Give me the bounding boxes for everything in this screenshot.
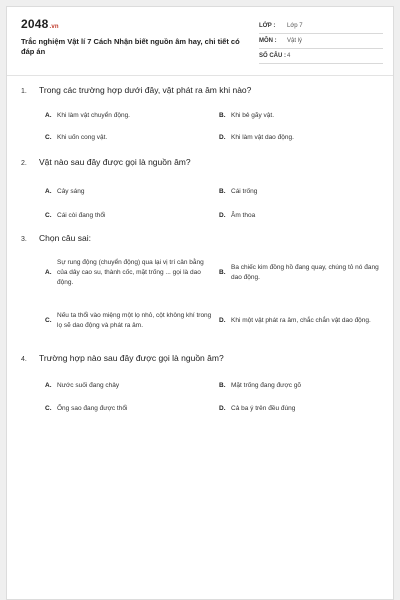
meta-row-question-count <box>259 49 383 64</box>
option-letter: A. <box>45 382 52 389</box>
question-1 <box>21 85 383 139</box>
question-3 <box>21 233 383 357</box>
option-text: Nước suối đang chảy <box>57 382 120 389</box>
option-text: Nếu ta thổi vào miệng một lọ nhỏ, cột không khí trong lọ sẽ dao động và phát ra âm. <box>57 312 212 329</box>
option-letter: B. <box>219 112 226 119</box>
meta-row-class <box>259 19 383 34</box>
option-text: Sự rung động (chuyển động) qua lại vị trí cân bằng của dây cao su, thành cốc, mặt trống ... gọi là dao động. <box>57 259 204 286</box>
option-letter: D. <box>219 212 226 219</box>
option-letter: A. <box>45 188 52 195</box>
logo-text: 2048 <box>21 17 49 31</box>
question-text: Trường hợp nào sau đây được gọi là nguồn âm? <box>39 353 224 363</box>
option-letter: B. <box>219 382 226 389</box>
question-text: Chọn câu sai: <box>39 233 91 243</box>
option-d[interactable] <box>219 211 383 221</box>
question-header <box>21 157 383 171</box>
option-text: Cái còi đang thổi <box>57 212 106 219</box>
option-d[interactable] <box>219 305 383 337</box>
meta-key: SỐ CÂU : <box>259 53 286 59</box>
question-header <box>21 233 383 247</box>
logo-suffix: .vn <box>49 24 59 30</box>
option-d[interactable] <box>219 133 383 143</box>
worksheet-meta <box>259 19 383 64</box>
worksheet-title: Trắc nghiệm Vật lí 7 Cách Nhận biết nguồn âm hay, chi tiết có đáp án <box>21 37 240 56</box>
option-a[interactable] <box>45 257 215 289</box>
meta-row-subject <box>259 34 383 49</box>
worksheet-page <box>6 6 394 600</box>
option-letter: C. <box>45 134 52 141</box>
option-letter: C. <box>45 212 52 219</box>
option-letter: D. <box>219 317 226 324</box>
option-text: Mặt trống đang được gõ <box>231 382 302 389</box>
option-a[interactable] <box>45 187 210 197</box>
option-b[interactable] <box>219 381 383 391</box>
option-c[interactable] <box>45 305 215 337</box>
option-text: Cái trống <box>231 188 258 195</box>
option-text: Ống sao đang được thổi <box>57 405 128 412</box>
question-number: 3. <box>21 236 27 243</box>
option-text: Khi một vật phát ra âm, chắc chắn vật dao động. <box>231 317 371 324</box>
option-d[interactable] <box>219 404 383 414</box>
option-b[interactable] <box>219 111 383 121</box>
option-text: Ba chiếc kim đồng hồ đang quay, chúng tỏ nó đang dao động. <box>231 264 379 281</box>
site-logo[interactable] <box>21 17 59 31</box>
option-text: Khi làm vật chuyển động. <box>57 112 130 119</box>
meta-value: 4 <box>287 53 291 59</box>
answer-options <box>39 171 383 219</box>
meta-value: Vật lý <box>287 38 303 44</box>
option-a[interactable] <box>45 381 210 391</box>
option-c[interactable] <box>45 133 210 143</box>
option-c[interactable] <box>45 211 210 221</box>
option-letter: D. <box>219 405 226 412</box>
option-text: Cây sáng <box>57 188 85 195</box>
option-text: Cả ba ý trên đều đúng <box>231 405 296 412</box>
question-2 <box>21 157 383 219</box>
header-divider <box>7 75 393 76</box>
option-letter: C. <box>45 317 52 324</box>
option-letter: A. <box>45 112 52 119</box>
option-text: Khi làm vật dao động. <box>231 134 294 141</box>
option-text: Khi uốn cong vật. <box>57 134 108 141</box>
question-number: 2. <box>21 160 27 167</box>
option-letter: B. <box>219 269 226 276</box>
meta-value: Lớp 7 <box>287 23 303 29</box>
answer-options <box>39 247 383 357</box>
option-a[interactable] <box>45 111 210 121</box>
question-4 <box>21 353 383 412</box>
question-text: Trong các trường hợp dưới đây, vật phát ra âm khi nào? <box>39 85 252 95</box>
option-b[interactable] <box>219 257 383 289</box>
question-text: Vật nào sau đây được gọi là nguồn âm? <box>39 157 191 167</box>
option-text: Âm thoa <box>231 212 256 219</box>
option-b[interactable] <box>219 187 383 197</box>
option-c[interactable] <box>45 404 210 414</box>
answer-options <box>39 367 383 412</box>
answer-options <box>39 99 383 139</box>
option-letter: A. <box>45 269 52 276</box>
option-letter: B. <box>219 188 226 195</box>
question-number: 1. <box>21 88 27 95</box>
meta-key: LỚP : <box>259 23 276 29</box>
worksheet-header <box>7 7 393 71</box>
question-header <box>21 85 383 99</box>
question-number: 4. <box>21 356 27 363</box>
option-letter: D. <box>219 134 226 141</box>
meta-key: MÔN : <box>259 38 277 44</box>
question-header <box>21 353 383 367</box>
option-text: Khi bẻ gãy vật. <box>231 112 274 119</box>
option-letter: C. <box>45 405 52 412</box>
